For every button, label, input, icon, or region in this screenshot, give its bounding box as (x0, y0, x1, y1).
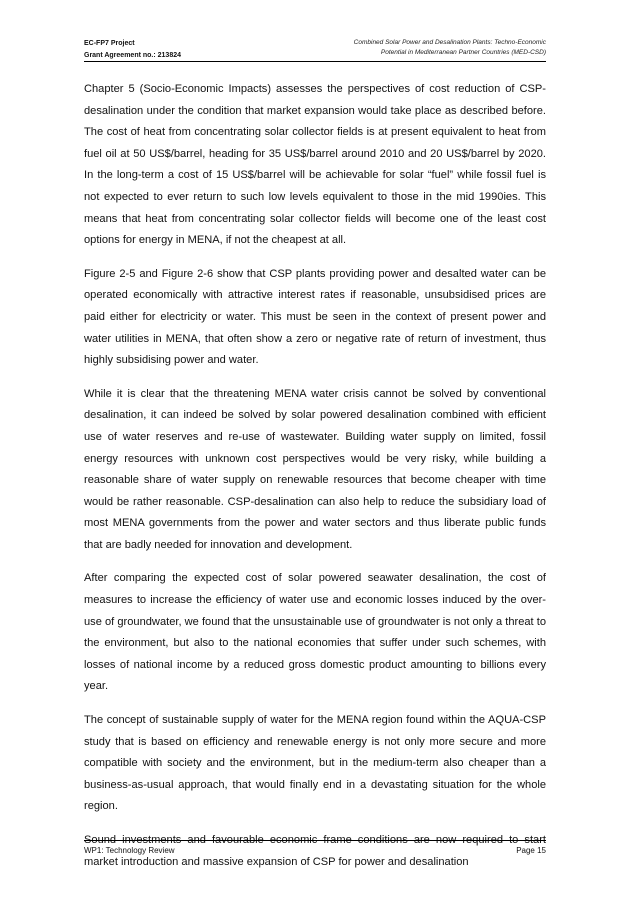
paragraph-6: Sound investments and favourable economic frame conditions are now required to start market introduction and massive expansion of CSP for power and desalination (84, 834, 546, 868)
body-text (84, 79, 546, 885)
grant-number: Grant Agreement no.: 213824 (84, 52, 181, 59)
page-header-right (300, 38, 546, 58)
footer-section: WP1: Technology Review (84, 846, 175, 855)
page-number: Page 15 (516, 846, 546, 855)
paragraph-3: While it is clear that the threatening MENA water crisis cannot be solved by conventional desalination, it can indeed be solved by solar powered desalination combined with efficient use of water reserves and re-use of wastewater. Building water supply on limited, fossil energy resources with unknown cost perspectives would be very risky, while building a reasonable share of water supply on renewable resources that become cheaper with time would be rather reasonable. CSP-desalination can also help to reduce the subsidiary load of most MENA governments from the power and water sectors and thus liberate public funds that are badly needed for innovation and development. (84, 387, 546, 551)
header-divider (84, 61, 546, 62)
paragraph-4: After comparing the expected cost of solar powered seawater desalination, the cost of measures to increase the efficiency of water use and economic losses induced by the over-use of groundwater, we found that the unsustainable use of groundwater is not only a threat to the environment, but also to the national economies that suffer under such schemes, with losses of national income by a reduced gross domestic product amounting to billions every year. (84, 572, 546, 693)
footer-divider (84, 840, 546, 841)
doc-title-line-1: Combined Solar Power and Desalination Plants: Techno-Economic (353, 39, 546, 46)
paragraph-1: Chapter 5 (Socio-Economic Impacts) assesses the perspectives of cost reduction of CSP-desalination under the condition that market expansion would take place as described before. The cost of heat from concentrating solar collector fields is at present equivalent to heat from fuel oil at 50 US$/barrel, heading for 35 US$/barrel around 2010 and 20 US$/barrel by 2020. In the long-term a cost of 15 US$/barrel will be achievable for solar “fuel” while fossil fuel is not expected to ever return to such low levels equivalent to those in the mid 1990ies. This means that heat from concentrating solar collector fields will become one of the least cost options for energy in MENA, if not the cheapest at all. (84, 83, 546, 247)
paragraph-2: Figure 2-5 and Figure 2-6 show that CSP plants providing power and desalted water can be operated economically with attractive interest rates if reasonable, unsubsidised prices are paid either for electricity or water. This must be seen in the context of present power and water utilities in MENA, that often show a zero or negative rate of return of investment, thus highly subsidising power and water. (84, 267, 546, 367)
page-header-left (84, 38, 181, 62)
project-name: EC-FP7 Project (84, 40, 135, 47)
paragraph-5: The concept of sustainable supply of water for the MENA region found within the AQUA-CSP study that is based on efficiency and renewable energy is not only more secure and more compatible with society and the environment, but in the medium-term also cheaper than a business-as-usual approach, that would finally end in a devastating situation for the whole region. (84, 714, 546, 813)
doc-title-line-2: Potential in Mediterranean Partner Countries (MED-CSD) (380, 49, 546, 56)
